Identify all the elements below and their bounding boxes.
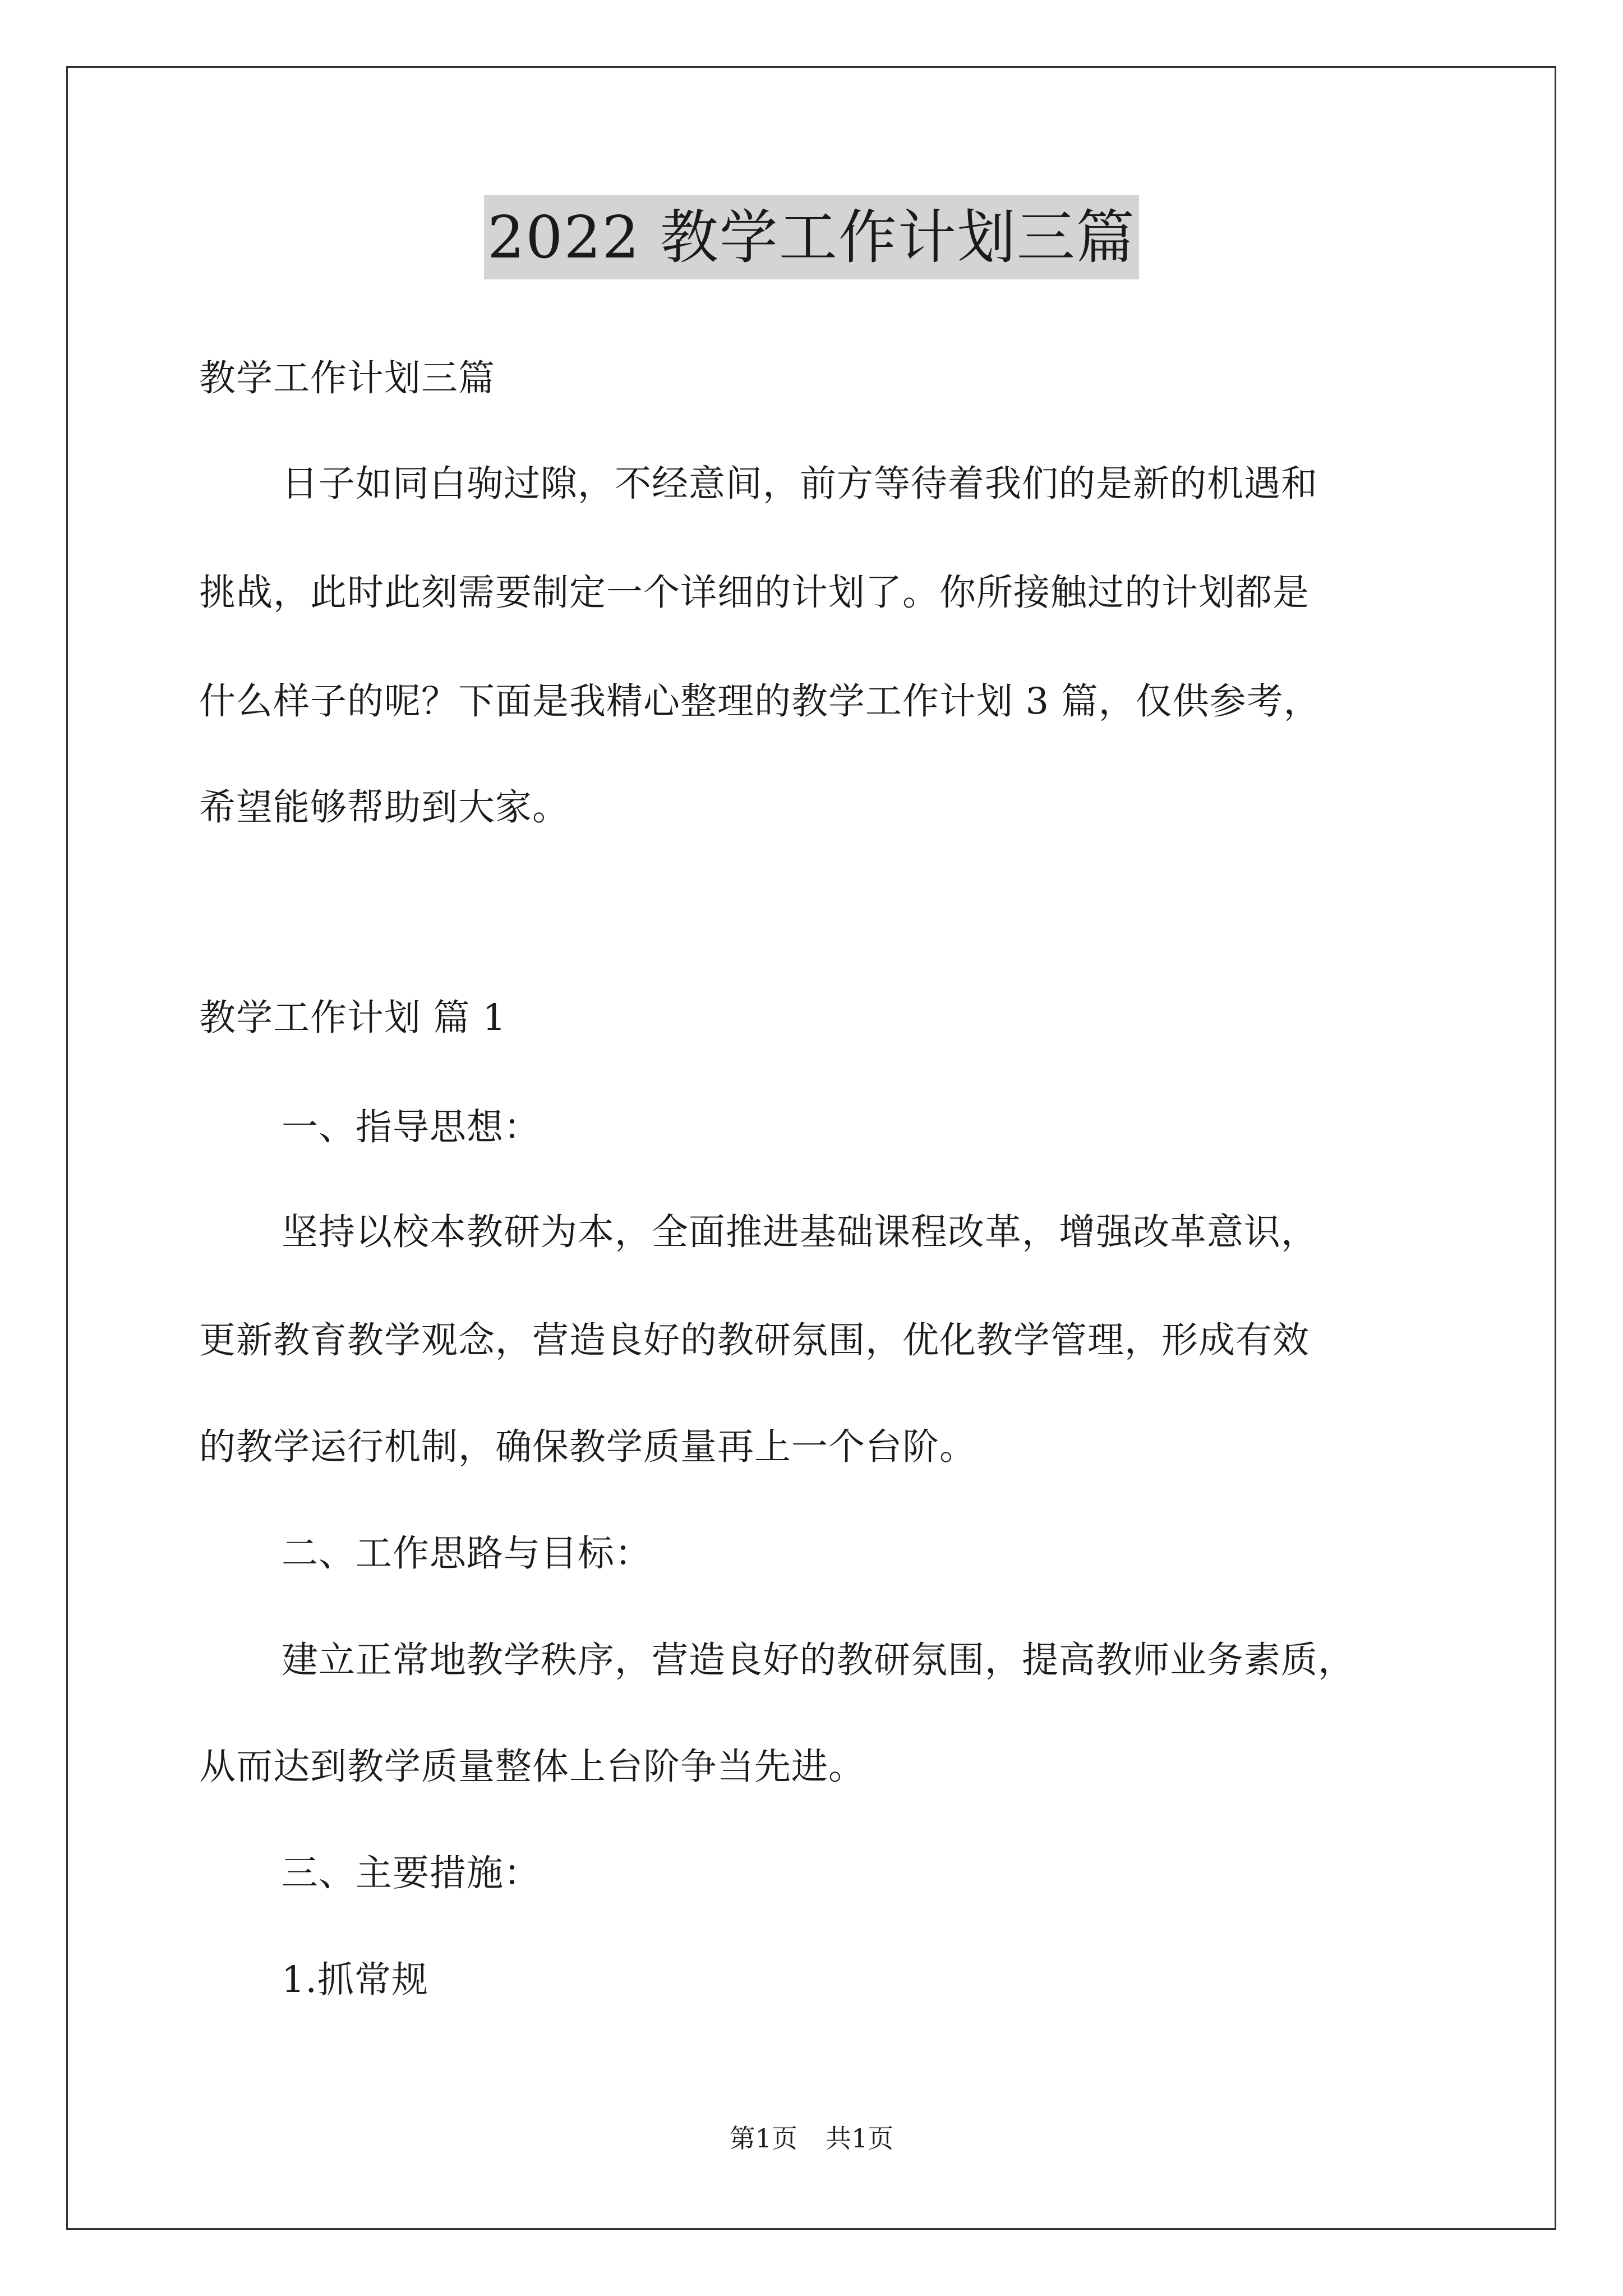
paragraph-line: 的教学运行机制，确保教学质量再上一个台阶。 bbox=[199, 1426, 977, 1468]
subheading: 二、工作思路与目标： bbox=[282, 1533, 652, 1575]
paragraph-line: 希望能够帮助到大家。 bbox=[199, 786, 570, 829]
paragraph-line: 日子如同白驹过隙，不经意间，前方等待着我们的是新的机遇和 bbox=[282, 463, 1318, 505]
paragraph-line: 从而达到教学质量整体上台阶争当先进。 bbox=[199, 1746, 866, 1788]
title-text: 教学工作计划三篇 bbox=[660, 203, 1136, 272]
document-title bbox=[0, 195, 1623, 279]
list-item: 1.抓常规 bbox=[282, 1959, 429, 2001]
paragraph-line: 什么样子的呢？下面是我精心整理的教学工作计划 3 篇，仅供参考， bbox=[199, 680, 1321, 723]
title-highlight bbox=[484, 195, 1139, 279]
paragraph-line: 更新教育教学观念，营造良好的教研氛围，优化教学管理，形成有效 bbox=[199, 1319, 1310, 1361]
page-footer bbox=[0, 2122, 1623, 2155]
page-total: 共1页 bbox=[826, 2123, 894, 2154]
paragraph-line: 建立正常地教学秩序，营造良好的教研氛围，提高教师业务素质， bbox=[282, 1639, 1355, 1681]
subtitle-line: 教学工作计划三篇 bbox=[199, 357, 496, 399]
paragraph-line: 挑战，此时此刻需要制定一个详细的计划了。你所接触过的计划都是 bbox=[199, 572, 1310, 614]
title-year: 2022 bbox=[487, 203, 640, 272]
subheading: 三、主要措施： bbox=[282, 1852, 541, 1894]
paragraph-line: 坚持以校本教研为本，全面推进基础课程改革，增强改革意识， bbox=[282, 1211, 1318, 1253]
section-heading: 教学工作计划 篇 1 bbox=[199, 997, 506, 1039]
page-number: 第1页 bbox=[729, 2123, 797, 2154]
subheading: 一、指导思想： bbox=[282, 1106, 541, 1148]
